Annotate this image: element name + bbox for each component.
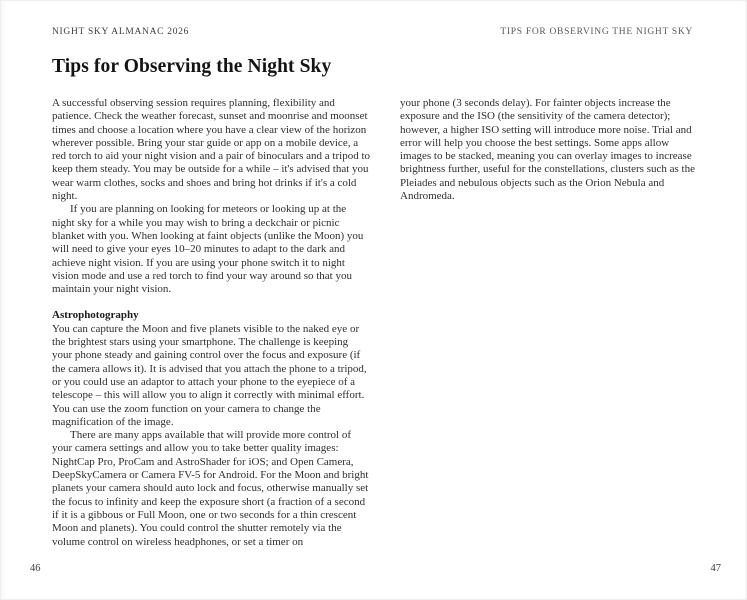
paragraph-intro: A successful observing session requires planning, flexibility and patience. Check the weather forecast, sunset and moonrise and moonset times and choose a location where you have a clear view of the horizon wherever possible. Bring your star guide or app on a mobile device, a red torch to aid your night vision and a pair of binoculars and a tripod to keep them steady. You may be outside for a while – it's advised that you wear warm clothes, socks and shoes and bring hot drinks if it's a cold night.: [52, 97, 371, 203]
right-text-column: [400, 97, 696, 203]
chapter-title: Tips for Observing the Night Sky: [52, 56, 332, 77]
paragraph-camera-apps: There are many apps available that will provide more control of your camera settings and allow you to take better quality images: NightCap Pro, ProCam and AstroShader for iOS; and Open Camera, DeepSkyCamera or Camera FV-5 for Android. For the Moon and bright planets your camera should auto lock and focus, otherwise manually set the focus to infinity and keep the exposure short (a fraction of a second if it is a gibbous or Full Moon, one or two seconds for a thin crescent Moon and planets). You could control the shutter remotely via the volume control on wireless headphones, or set a timer on: [52, 429, 369, 548]
page-number-left: 46: [30, 563, 41, 574]
page-left: [0, 0, 373, 600]
page-right: [373, 0, 747, 600]
paragraph-meteors: If you are planning on looking for meteors or looking up at the night sky for a while you may wish to bring a deckchair or picnic blanket with you. When looking at faint objects (unlike the Moon) you will need to give your eyes 10–20 minutes to adapt to the dark and achieve night vision. If you are using your phone switch it to night vision mode and use a red torch to find your way around so that you maintain your night vision.: [52, 203, 364, 296]
section-heading-astrophotography: Astrophotography: [52, 309, 139, 322]
paragraph-continuation: your phone (3 seconds delay). For fainter objects increase the exposure and the ISO (the sensitivity of the camera detector); however, a higher ISO setting will introduce more noise. Trial and error will help you choose the best settings. Some apps allow images to be stacked, meaning you can overlay images to increase brightness further, useful for the constellations, clusters such as the Pleiades and nebulous objects such as the Orion Nebula and Andromeda.: [400, 97, 695, 203]
left-text-column: [52, 97, 370, 549]
paragraph-capture-moon: You can capture the Moon and five planets visible to the naked eye or the brightest stars using your smartphone. The challenge is keeping your phone steady and gaining control over the focus and exposure (if the camera allows it). It is advised that you attach the phone to a tripod, or you could use an adaptor to attach your phone to the eyepiece of a telescope – this will allow you to align it correctly with minimal effort. You can use the zoom function on your camera to change the magnification of the image.: [52, 322, 367, 428]
running-head-right: TIPS FOR OBSERVING THE NIGHT SKY: [500, 27, 693, 37]
running-head-left: NIGHT SKY ALMANAC 2026: [52, 27, 190, 37]
page-number-right: 47: [710, 563, 721, 574]
